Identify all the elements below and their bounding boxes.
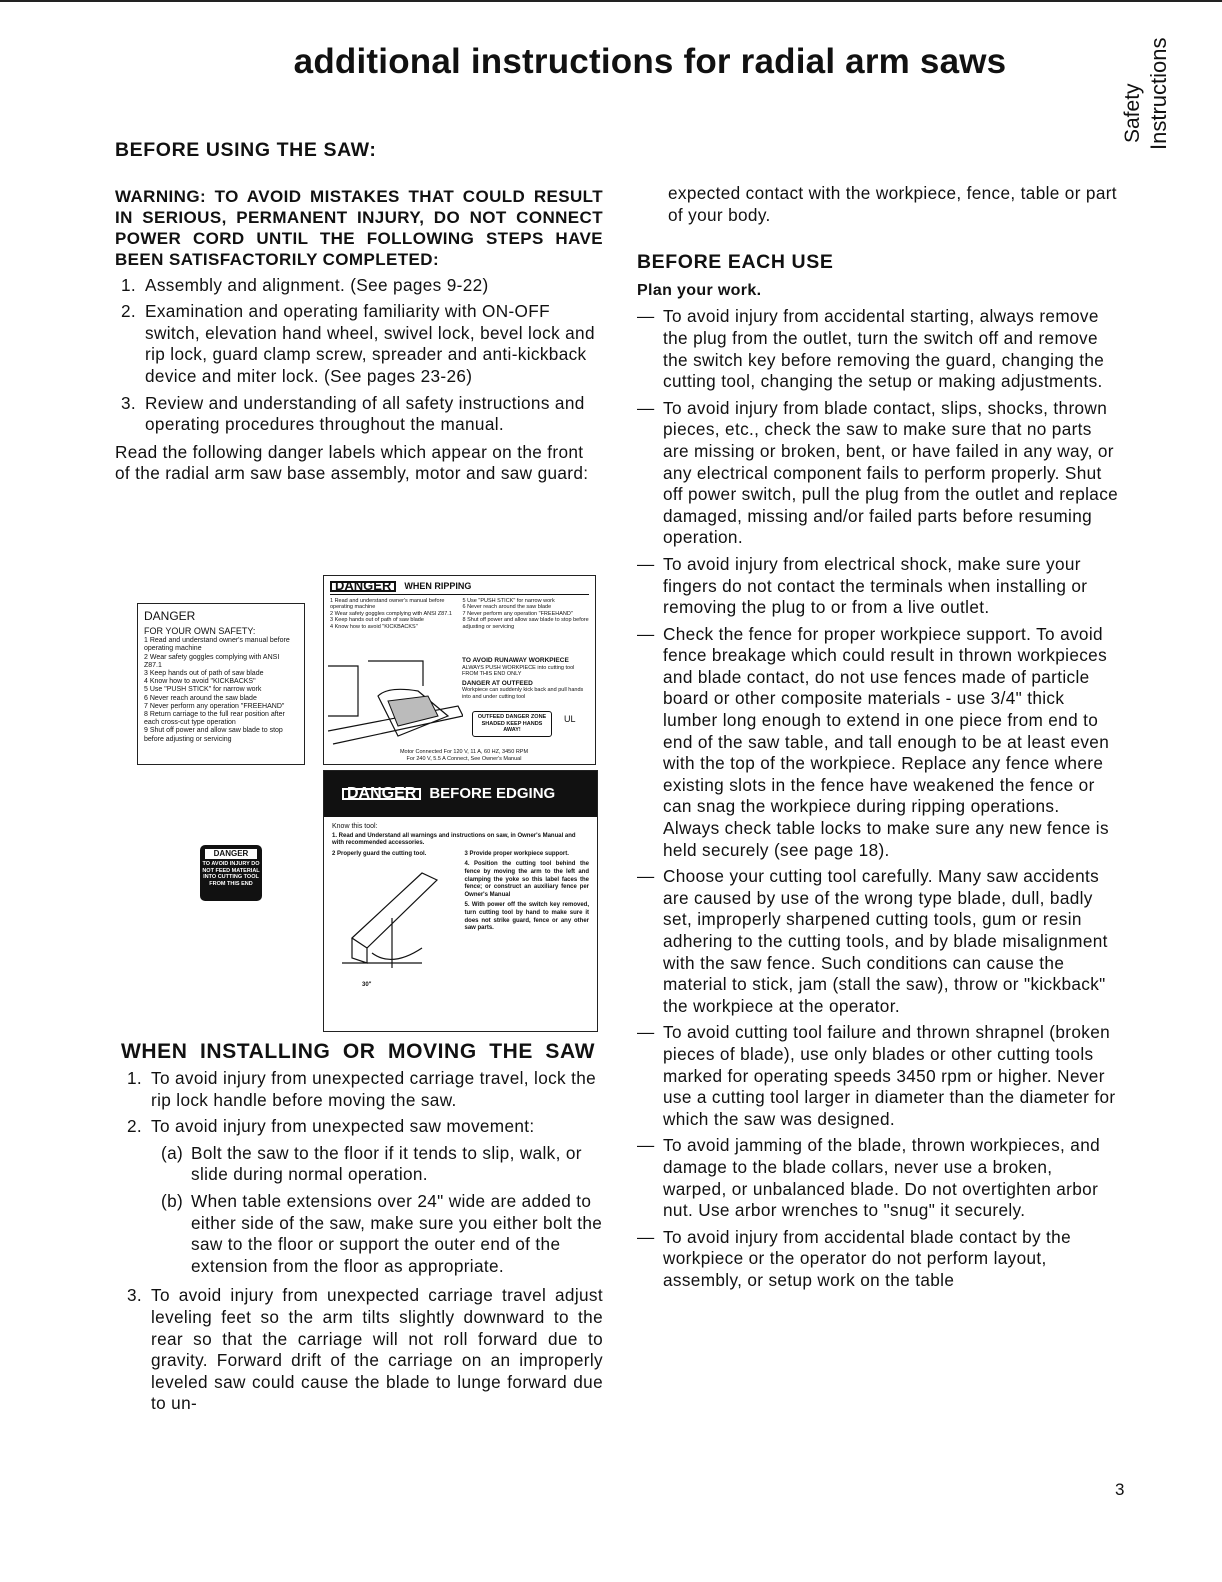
safety-item-text: To avoid injury from blade contact, slips, shocks, thrown pieces, etc., check the saw to make sure that no parts are missing or broken, bent, or have failed in any way, or any electrical component fails to perform properly. Shut off power switch, pull the plug from the outlet and replace damaged, missing and/or failed parts before resuming operation.	[663, 397, 1119, 548]
page-title: additional instructions for radial arm saws	[293, 42, 1007, 81]
label-item: 1. Read and Understand all warnings and instructions on saw, in Owner's Manual and with recommended accessories.	[332, 832, 576, 847]
continued-text: expected contact with the workpiece, fence, table or part of your body.	[668, 183, 1117, 225]
safety-item	[637, 554, 1120, 619]
safety-item-text: Check the fence for proper workpiece support. To avoid fence breakage which could result in thrown workpieces and blade contact, do not use fences made of particle board or other composite materials - use 3/4" thick lumber long enough to extend in one piece from end to end of the saw table, and tall enough to be at least even with the top of the workpiece. Replace any fence where existing slots in the fence have weakened the fence or can snag the workpiece during ripping operations. Always check table locks to make sure any new fence is held securely (see page 18).	[663, 623, 1110, 860]
safety-item	[637, 624, 1120, 862]
install-item: 2. To avoid injury from unexpected saw movement:	[127, 1116, 535, 1137]
label-item: 7 Never perform any operation "FREEHAND"	[144, 702, 285, 710]
side-tab-line2: Instructions	[1146, 37, 1171, 150]
label-item: 8 Shut off power and allow saw blade to stop before adjusting or servicing	[462, 617, 589, 630]
right-column	[637, 183, 1120, 1292]
left-column	[115, 140, 603, 485]
label-item: 1 Read and understand owner's manual before operating machine	[330, 597, 445, 610]
dash-bullet: —	[637, 866, 655, 887]
danger-label-edging	[323, 770, 598, 1032]
install-item: 1. To avoid injury from unexpected carriage travel, lock the rip lock handle before moving the saw.	[127, 1068, 597, 1110]
outfeed-text: Workpiece can suddenly kick back and pull hands into and under cutting tool	[462, 687, 584, 700]
outfeed-title: DANGER AT OUTFEED	[462, 679, 533, 687]
saw-edging-illustration	[332, 858, 452, 978]
safety-item	[637, 1227, 1120, 1292]
safety-item	[637, 1022, 1120, 1130]
label-item: 2 Properly guard the cutting tool.	[332, 850, 427, 857]
safety-item-text: To avoid injury from accidental blade contact by the workpiece or the operator do not perform layout, assembly, or setup work on the table	[663, 1226, 1071, 1290]
install-item: 3. To avoid injury from unexpected carriage travel adjust leveling feet so the arm tilts slightly downward to the rear so that the carriage will not roll forward due to gravity. Forward drift of the carriage on an improperly leveled saw could cause the blade to lunge forward due to un-	[127, 1285, 603, 1414]
label-item: 3 Keep hands out of path of saw blade	[330, 617, 424, 623]
step: 1. Assembly and alignment. (See pages 9-22)	[121, 274, 489, 295]
danger-sticker	[200, 845, 262, 901]
danger-label-safety	[137, 603, 305, 765]
sticker-title: DANGER	[205, 849, 257, 859]
safety-item	[637, 306, 1120, 392]
label-item: 2 Wear safety goggles complying with ANSI Z87.1	[330, 610, 452, 617]
label-item: 8 Return carriage to the full rear position after each cross-cut type operation	[144, 711, 285, 727]
dash-bullet: —	[637, 1226, 655, 1247]
installing-section	[121, 1040, 603, 1415]
install-subitem: (b) When table extensions over 24" wide are added to either side of the saw, make sure you either bolt the saw to the floor or support the outer end of the extension from the floor as appropriate.	[161, 1190, 603, 1276]
label-item: 4 Know how to avoid "KICKBACKS"	[144, 678, 256, 686]
label-item: 5 Use "PUSH STICK" for narrow work	[462, 597, 555, 604]
ul-logo: UL	[564, 714, 576, 724]
danger-box: DANGER	[342, 788, 421, 800]
label-item: 4 Know how to avoid "KICKBACKS"	[330, 623, 418, 630]
setup-steps	[115, 275, 603, 436]
label-item: 4. Position the cutting tool behind the fence by moving the arm to the left and clamping the yoke so this label faces the fence; or construct an auxiliary fence per Owner's Manual	[464, 861, 589, 898]
dash-bullet: —	[637, 1022, 655, 1043]
label-intro: Know this tool:	[332, 823, 378, 830]
runaway-text: ALWAYS PUSH WORKPIECE into cutting tool FROM THIS END ONLY	[462, 664, 575, 677]
safety-item	[637, 398, 1120, 549]
plan-your-work: Plan your work.	[637, 281, 762, 299]
heading-before-each-use: BEFORE EACH USE	[637, 251, 834, 274]
dimension-label: 30"	[362, 981, 372, 988]
label-item: 6 Never reach around the saw blade	[144, 694, 257, 702]
motor-rating-240: For 240 V, 5.5 A Connect, See Owner's Manual	[406, 756, 522, 762]
dash-bullet: —	[637, 623, 655, 644]
label-item: 3 Keep hands out of path of saw blade	[144, 670, 264, 678]
label-subtitle: FOR YOUR OWN SAFETY:	[144, 626, 256, 636]
heading-installing: WHEN INSTALLING OR MOVING THE SAW	[121, 1040, 596, 1063]
label-item: 1 Read and understand owner's manual before operating machine	[144, 637, 290, 653]
sticker-text: TO AVOID INJURY DO NOT FEED MATERIAL INTO CUTTING TOOL FROM THIS END	[202, 861, 260, 887]
side-tab-line1: Safety	[1121, 83, 1144, 143]
runaway-title: TO AVOID RUNAWAY WORKPIECE	[462, 657, 569, 664]
danger-label-ripping	[323, 575, 596, 765]
heading-before-using: BEFORE USING THE SAW:	[115, 139, 377, 161]
warning-text: WARNING: TO AVOID MISTAKES THAT COULD RESULT IN SERIOUS, PERMANENT INJURY, DO NOT CONNECT POWER CORD UNTIL THE FOLLOWING STEPS HAVE BEEN SATISFACTORILY COMPLETED:	[115, 186, 603, 269]
safety-item	[637, 866, 1120, 1017]
step: 3. Review and understanding of all safety instructions and operating procedures throughout the manual.	[121, 392, 585, 435]
label-item: 9 Shut off power and allow saw blade to stop before adjusting or servicing	[144, 727, 283, 743]
label-item: 5. With power off the switch key removed, turn cutting tool by hand to make sure it does not strike guard, fence or any other saw parts.	[464, 902, 589, 932]
label-title: BEFORE EDGING	[429, 785, 556, 803]
safety-item-text: To avoid injury from electrical shock, make sure your fingers do not contact the terminals when installing or removing the plug to or from a live outlet.	[663, 553, 1088, 618]
label-item: 3 Provide proper workpiece support.	[464, 850, 569, 857]
install-subitem: (a) Bolt the saw to the floor if it tends to slip, walk, or slide during normal operation.	[161, 1142, 582, 1185]
safety-item-text: Choose your cutting tool carefully. Many saw accidents are caused by use of the wrong type blade, dull, badly set, improperly sharpened cutting tools, gum or resin adhering to the cutting tools, and by blade misalignment with the saw fence. Such conditions can cause the material to stick, jam (stall the saw), throw or "kickback" the workpiece at the operator.	[663, 866, 1108, 1016]
outfeed-zone-box: OUTFEED DANGER ZONE SHADED KEEP HANDS AWAY!	[472, 711, 552, 737]
safety-item-text: To avoid injury from accidental starting, always remove the plug from the outlet, turn the switch off and remove the switch key before removing the guard, changing the cutting tool, changing the setup or making adjustments.	[663, 306, 1105, 392]
step: 2. Examination and operating familiarity with ON-OFF switch, elevation hand wheel, swivel lock, bevel lock and rip lock, guard clamp screw, spreader and anti-kickback device and miter lock. (See pages 23-26)	[121, 301, 595, 386]
page-number: 3	[1115, 1480, 1125, 1499]
read-labels-text: Read the following danger labels which appear on the front of the radial arm saw base assembly, motor and saw guard:	[115, 441, 589, 484]
label-item: 5 Use "PUSH STICK" for narrow work	[144, 686, 262, 694]
top-rule	[0, 0, 1222, 2]
dash-bullet: —	[637, 553, 655, 574]
dash-bullet: —	[637, 1135, 655, 1156]
safety-item-text: To avoid jamming of the blade, thrown workpieces, and damage to the blade collars, never use a broken, warped, or unbalanced blade. Do not overtighten arbor nut. Use arbor wrenches to "snug" it securely.	[663, 1135, 1101, 1221]
safety-item-text: To avoid cutting tool failure and thrown shrapnel (broken pieces of blade), use only blades or other cutting tools marked for operating speeds 3450 rpm or higher. Never use a cutting tool larger in diameter than the diameter for which the saw was designed.	[663, 1022, 1116, 1129]
danger-box: DANGER	[330, 581, 396, 592]
label-item: 6 Never reach around the saw blade	[462, 604, 552, 610]
label-title: DANGER	[144, 609, 196, 623]
section-tab	[1120, 25, 1180, 155]
dash-bullet: —	[637, 397, 655, 418]
safety-item	[637, 1135, 1120, 1221]
label-title: WHEN RIPPING	[404, 581, 472, 591]
motor-rating: Motor Connected For 120 V, 11 A, 60 HZ, 3450 RPM	[399, 749, 529, 755]
dash-bullet: —	[637, 306, 655, 327]
saw-ripping-illustration	[328, 656, 463, 746]
label-item: 2 Wear safety goggles complying with ANSI Z87.1	[144, 653, 280, 669]
label-item: 7 Never perform any operation "FREEHAND"	[462, 610, 573, 617]
